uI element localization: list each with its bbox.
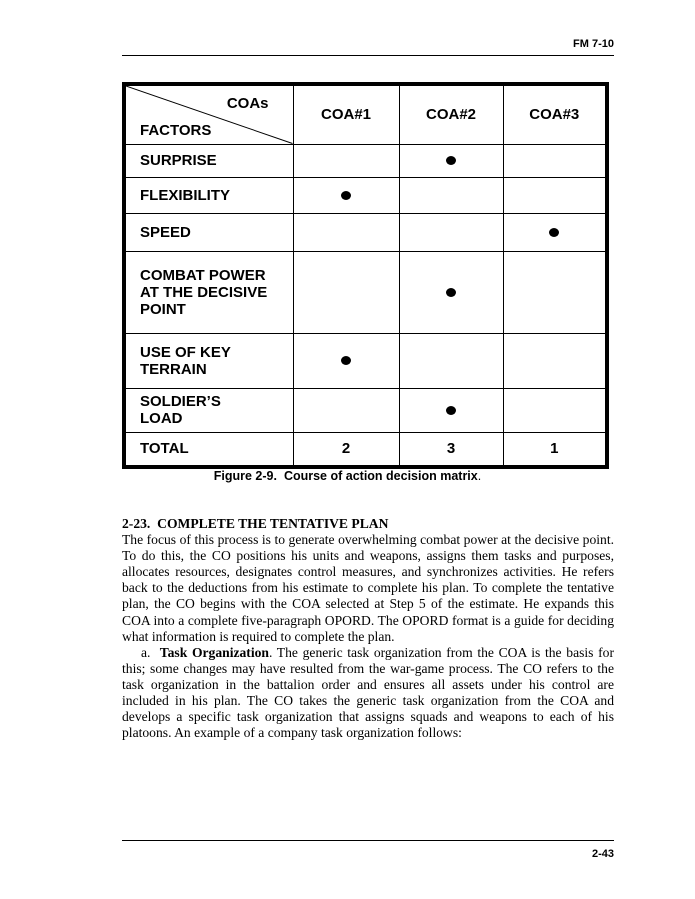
matrix-corner-cell bbox=[124, 84, 293, 144]
matrix-cell bbox=[293, 213, 399, 251]
selection-dot bbox=[446, 406, 456, 415]
page-number: 2-43 bbox=[591, 848, 614, 860]
sub-title: Task Organization bbox=[159, 644, 269, 660]
matrix-cell bbox=[503, 388, 607, 432]
paragraph-task-organization bbox=[122, 645, 614, 742]
matrix-cell bbox=[293, 177, 399, 213]
total-coa2: 3 bbox=[399, 432, 503, 467]
matrix-cell bbox=[293, 251, 399, 333]
factor-label: SPEED bbox=[124, 213, 293, 251]
section-heading bbox=[122, 516, 614, 532]
matrix-row-key-terrain bbox=[124, 333, 607, 388]
coa-decision-matrix bbox=[122, 82, 609, 469]
paragraph-focus: The focus of this process is to generate overwhelming combat power at the decisive point. To do this, the CO positions his units and weapons, assigns them tasks and purposes, allocates resources, designates control measures, and synchronizes activities. He refers back to the deductions from his estimate to complete his plan. To complete the tentative plan, the CO begins with the COA selected at Step 5 of the estimate. He expands this COA into a complete five-paragraph OPORD. The OPORD format is a guide for deciding what information is required to complete the plan. bbox=[122, 532, 614, 644]
matrix-cell bbox=[399, 388, 503, 432]
matrix-cell bbox=[503, 213, 607, 251]
matrix-row-flexibility bbox=[124, 177, 607, 213]
matrix-cell bbox=[293, 144, 399, 177]
factor-label: SOLDIER’S LOAD bbox=[124, 388, 293, 432]
factor-label: USE OF KEY TERRAIN bbox=[124, 333, 293, 388]
running-header: FM 7-10 bbox=[573, 38, 614, 50]
matrix-cell bbox=[503, 333, 607, 388]
selection-dot bbox=[446, 288, 456, 297]
factor-label: FLEXIBILITY bbox=[124, 177, 293, 213]
matrix-cell bbox=[503, 177, 607, 213]
header-rule bbox=[122, 55, 614, 56]
section-2-23 bbox=[122, 516, 614, 741]
total-coa3: 1 bbox=[503, 432, 607, 467]
matrix-row-speed bbox=[124, 213, 607, 251]
column-header-coa2: COA#2 bbox=[399, 84, 503, 144]
matrix-cell bbox=[503, 144, 607, 177]
matrix-cell bbox=[503, 251, 607, 333]
selection-dot bbox=[549, 228, 559, 237]
matrix-cell bbox=[399, 177, 503, 213]
matrix-row-combat-power bbox=[124, 251, 607, 333]
selection-dot bbox=[341, 191, 351, 200]
selection-dot bbox=[341, 356, 351, 365]
section-number: 2-23. bbox=[122, 516, 151, 531]
factor-label: SURPRISE bbox=[124, 144, 293, 177]
corner-coas-label: COAs bbox=[226, 95, 269, 112]
total-label: TOTAL bbox=[124, 432, 293, 467]
matrix-header-row bbox=[124, 84, 607, 144]
matrix-cell bbox=[399, 144, 503, 177]
factor-label: COMBAT POWER AT THE DECISIVE POINT bbox=[124, 251, 293, 333]
matrix-cell bbox=[399, 213, 503, 251]
selection-dot bbox=[446, 156, 456, 165]
matrix-cell bbox=[399, 251, 503, 333]
column-header-coa1: COA#1 bbox=[293, 84, 399, 144]
matrix-total-row bbox=[124, 432, 607, 467]
matrix-cell bbox=[399, 333, 503, 388]
sub-body: . The generic task organization from the COA is the basis for this; some changes may have resulted from the war-game process. The CO refers to the task organization in the battalion order and ensures all assets under his control are included in his plan. The CO takes the generic task organization from the COA and develops a specific task organization that assigns squads and weapons to each of his platoons. An example of a company task organization follows: bbox=[122, 644, 614, 741]
section-title: COMPLETE THE TENTATIVE PLAN bbox=[157, 516, 389, 531]
matrix-row-soldiers-load bbox=[124, 388, 607, 432]
caption-text: Course of action decision matrix bbox=[283, 469, 478, 483]
column-header-coa3: COA#3 bbox=[503, 84, 607, 144]
matrix-cell bbox=[293, 388, 399, 432]
sub-letter: a. bbox=[141, 644, 151, 660]
corner-factors-label: FACTORS bbox=[140, 121, 212, 139]
total-coa1: 2 bbox=[293, 432, 399, 467]
figure-caption bbox=[0, 469, 695, 483]
caption-label: Figure 2-9. bbox=[213, 469, 277, 483]
footer-rule bbox=[122, 840, 614, 841]
caption-period: . bbox=[477, 469, 482, 483]
matrix-cell bbox=[293, 333, 399, 388]
matrix-row-surprise bbox=[124, 144, 607, 177]
